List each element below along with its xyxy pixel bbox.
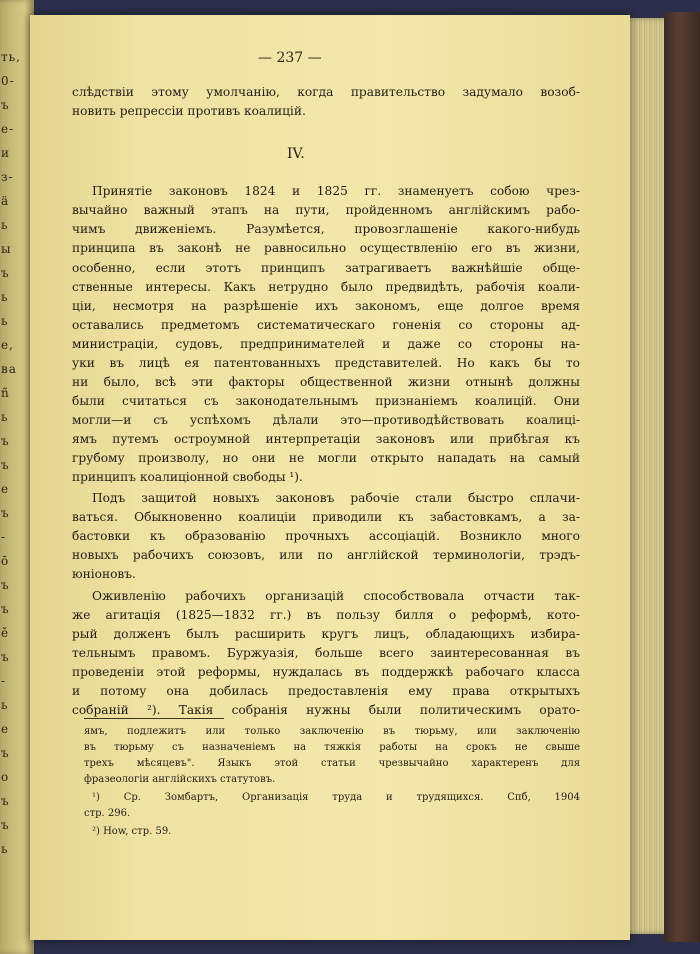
left-page-fragment: e <box>1 722 10 736</box>
text-line: вычайно важный этапъ на пути, пройденномъ англiйскимъ рабо- <box>72 203 580 217</box>
left-page-fragment: ъ <box>1 794 10 808</box>
left-page-fragment: ъ <box>1 458 10 472</box>
left-page-fragment: ы <box>1 242 12 256</box>
left-page-fragment: ъ <box>1 746 10 760</box>
text-line: тельнымъ правомъ. Буржуазiя, больше всего заинтересованная въ <box>72 646 580 660</box>
left-page-fragment: ь <box>1 842 9 856</box>
left-page-fragment: ō <box>1 554 10 568</box>
left-page-fragment: e <box>1 482 10 496</box>
left-page-fragment: ъ <box>1 578 10 592</box>
left-page-fragment: ъ <box>1 98 10 112</box>
footnote-2: ²) How, стр. 59. <box>92 826 172 837</box>
left-page-fragment: ь <box>1 698 9 712</box>
text-line: особенно, если этотъ принципъ затрагиваетъ важнѣйшiе обще- <box>72 261 580 275</box>
text-line: слѣдствiи этому умолчанiю, когда правительство задумало возоб- <box>72 85 580 99</box>
text-line: ни было, всѣ эти факторы общественной жизни отнынѣ должны <box>72 375 580 389</box>
left-page-fragment: - <box>1 530 7 544</box>
left-page-fragment: ть, <box>1 50 21 64</box>
text-line: могли—и съ успѣхомъ дѣлали это—противодѣйствовать коалицi- <box>72 413 580 427</box>
text-line: ямъ путемъ остроумной интерпретацiи законовъ или прибѣгая къ <box>72 432 580 446</box>
left-page-fragment: ě <box>1 626 10 640</box>
text-line: были считаться съ законодательнымъ признанiемъ коалицiй. Они <box>72 394 580 408</box>
text-line: цiи, несмотря на разрѣшенiе ихъ закономъ, еще долгое время <box>72 299 580 313</box>
left-page-fragment: 0- <box>1 74 15 88</box>
text-line: Принятiе законовъ 1824 и 1825 гг. знаменуетъ собою чрез- <box>92 184 580 198</box>
footnote-line: стр. 296. <box>84 808 131 819</box>
footnote-line: фразеологiи англiйскихъ статутовъ. <box>84 774 276 785</box>
text-line: рый долженъ былъ расширить кругъ лицъ, обладающихъ избира- <box>72 627 580 641</box>
text-line: юнiоновъ. <box>72 567 136 581</box>
left-page-fragment: ъ <box>1 818 10 832</box>
left-page-fragment: ъ <box>1 506 10 520</box>
text-line: бастовки къ образованiю прочныхъ ассоцiацiй. Возникло много <box>72 529 580 543</box>
left-page-fragment: ñ <box>1 386 10 400</box>
left-page-fragment: ъ <box>1 602 10 616</box>
left-page-fragment: e, <box>1 338 14 352</box>
text-line: министрацiи, судовъ, предпринимателей и даже со стороны на- <box>72 337 580 351</box>
text-line: ственные интересы. Какъ нетрудно было предвидѣть, рабочiя коали- <box>72 280 580 294</box>
footnote-line: ямъ, подлежитъ или только заключенiю въ тюрьму, или заключенiю <box>84 726 580 737</box>
text-line: и потому она добилась предоставленiя ему права открытыхъ <box>72 684 580 698</box>
text-line: чимъ движенiемъ. Разумѣется, провозглашенiе какого-нибудь <box>72 222 580 236</box>
text-line: же агитацiя (1825—1832 гг.) въ пользу билля о реформѣ, кото- <box>72 608 580 622</box>
left-page-fragment: о <box>1 770 10 784</box>
left-page-fragment: - <box>1 674 7 688</box>
left-page-fragment: и <box>1 146 10 160</box>
footnote-line: въ тюрьму съ назначенiемъ на тяжкiя работы на срокъ не свыше <box>84 742 580 753</box>
left-page-fragment: ь <box>1 410 9 424</box>
left-page-fragment: вa <box>1 362 17 376</box>
text-line: Оживленiю рабочихъ организацiй способствовала отчасти так- <box>92 589 580 603</box>
text-line: проведенiи этой реформы, нуждалась въ поддержкѣ рабочаго класса <box>72 665 580 679</box>
left-page-fragment: ъ <box>1 650 10 664</box>
footnote-1: ¹) Ср. Зомбартъ, Организацiя труда и трудящихся. Спб, 1904 <box>92 792 580 803</box>
text-line: принципъ коалицiонной свободы ¹). <box>72 470 303 484</box>
text-line: оставались предметомъ систематическаго гоненiя со стороны ад- <box>72 318 580 332</box>
text-line: принципа въ законѣ не равносильно осуществленiю его въ жизни, <box>72 241 580 255</box>
page-number: — 237 — <box>258 50 322 66</box>
left-page-fragment: ä <box>1 194 10 208</box>
section-heading: IV. <box>287 146 305 162</box>
text-line: Подъ защитой новыхъ законовъ рабочiе стали быстро сплачи- <box>92 491 580 505</box>
footnote-line: трехъ мѣсяцевъ". Языкъ этой статьи чрезвычайно характеренъ для <box>84 758 580 769</box>
text-line: собранiй ²). Такiя собранiя нужны были политическимъ орато- <box>72 703 580 717</box>
left-page-fragment: ь <box>1 290 9 304</box>
left-page-fragment: ь <box>1 314 9 328</box>
footnote-rule <box>84 718 224 719</box>
text-line: грубому произволу, но они не могли открыто нападать на самый <box>72 451 580 465</box>
text-line: новыхъ рабочихъ союзовъ, или по англiйской терминологiи, трэдъ- <box>72 548 580 562</box>
left-page-fragment: з- <box>1 170 14 184</box>
left-page-fragment: е- <box>1 122 15 136</box>
text-line: новить репрессiи противъ коалицiй. <box>72 104 306 118</box>
left-page-fragment: ъ <box>1 266 10 280</box>
text-line: уки въ лицѣ ея патентованныхъ представителей. Но какъ бы то <box>72 356 580 370</box>
left-page-fragment: ъ <box>1 434 10 448</box>
text-line: ваться. Обыкновенно коалицiи приводили къ забастовкамъ, а за- <box>72 510 580 524</box>
left-page-fragment: ь <box>1 218 9 232</box>
